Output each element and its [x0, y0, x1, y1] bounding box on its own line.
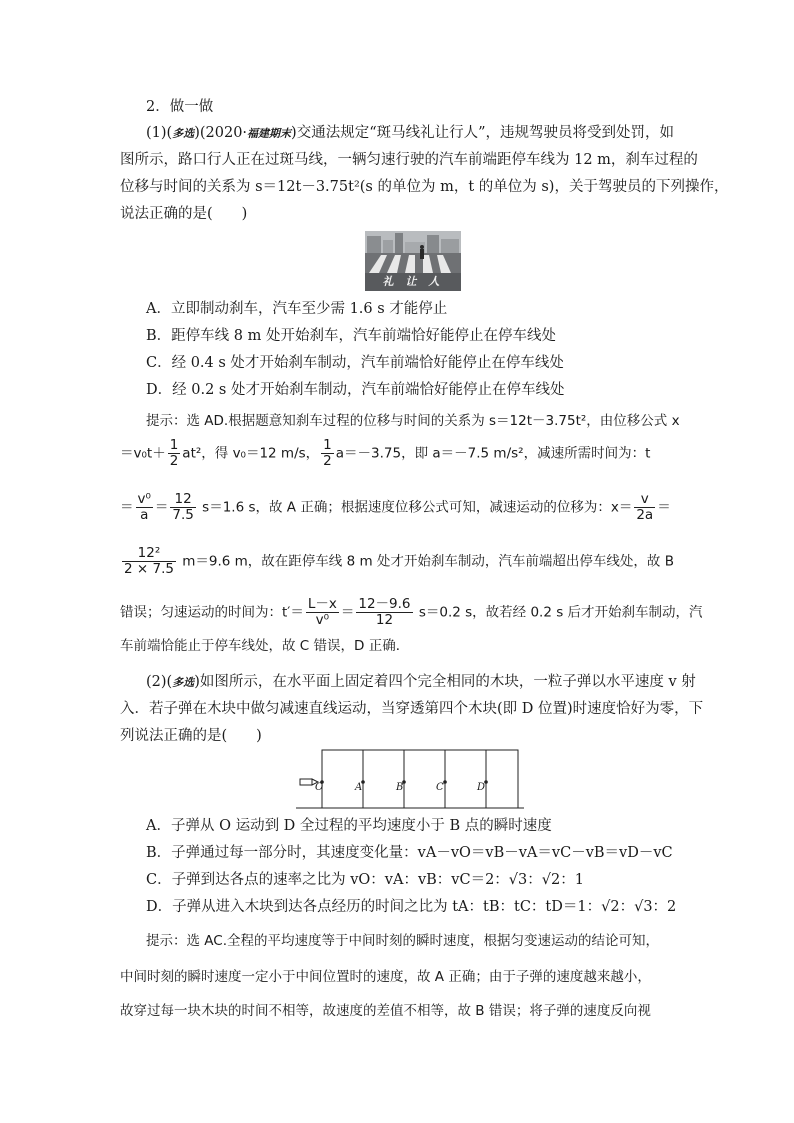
q2-stem-3: 列说法正确的是( ): [120, 728, 262, 744]
frac-den: 12: [375, 612, 394, 628]
q1-hint-line-1: 提示：选 AD.根据题意知刹车过程的位移与时间的关系为 s＝12t－3.75t²，由位移公式 x: [146, 413, 680, 429]
hint-text: ＝: [120, 499, 134, 516]
q1-hint-line-4: [120, 546, 674, 577]
q2-stem-2: 入．若子弹在木块中做匀减速直线运动，当穿透第四个木块(即 D 位置)时速度恰好为零，下: [120, 701, 704, 717]
q2-stem-1: )如图所示，在水平面上固定着四个完全相同的木块，一粒子弹以水平速度 v 射: [194, 674, 696, 690]
frac-den: 2 × 7.5: [124, 561, 174, 577]
hint-text: m＝9.6 m，故在距停车线 8 m 处才开始刹车制动，汽车前端超出停车线处，故 B: [177, 553, 674, 570]
q1-hint-line-6: 车前端恰能止于停车线处，故 C 错误，D 正确．: [120, 638, 410, 654]
q1-stem-3: 位移与时间的关系为 s＝12t－3.75t²(s 的单位为 m，t 的单位为 s)，关于驾驶员的下列操作，: [120, 179, 729, 195]
fraction-v-over-2a: [634, 492, 655, 523]
frac-den: 2: [323, 453, 332, 469]
frac-num: 12: [170, 492, 195, 508]
hint-text: ＝v₀t＋: [120, 445, 166, 462]
q1-option-b: B．距停车线 8 m 处开始刹车，汽车前端恰好能停止在停车线处: [146, 328, 556, 344]
q1-multi-tag: 多选: [172, 127, 195, 140]
fraction-v0-over-a: [136, 492, 153, 523]
q1-option-a: A．立即制动刹车，汽车至少需 1.6 s 才能停止: [146, 301, 448, 317]
q1-option-d: D．经 0.2 s 处才开始刹车制动，汽车前端恰好能停止在停车线处: [146, 382, 565, 398]
q2-hint-line-1: 提示：选 AC.全程的平均速度等于中间时刻的瞬时速度，根据匀变速运动的结论可知，: [146, 933, 660, 949]
q2-option-c: C．子弹到达各点的速率之比为 vO：vA：vB：vC＝2：√3：√2：1: [146, 872, 584, 888]
hint-text: a＝－3.75，即 a＝－7.5 m/s²，减速所需时间为：t: [335, 445, 651, 462]
frac-num: 1: [169, 437, 179, 453]
label-O: O: [315, 782, 324, 793]
hint-text: 错误；匀速运动的时间为：t′＝: [120, 604, 304, 621]
frac-den: 2: [169, 453, 179, 469]
hint-text: s＝0.2 s，故若经 0.2 s 后才开始刹车制动，汽: [414, 604, 703, 621]
q1-option-c: C．经 0.4 s 处才开始刹车制动，汽车前端恰好能停止在停车线处: [146, 355, 564, 371]
frac-den: v⁰: [315, 612, 330, 628]
q2-hint-line-3: 故穿过每一块木块的时间不相等，故速度的差值不相等，故 B 错误；将子弹的速度反向视: [120, 1003, 651, 1019]
fraction-half-2: [321, 438, 334, 469]
q1-stem-2: 图所示，路口行人正在过斑马线，一辆匀速行驶的汽车前端距停车线为 12 m，刹车过程的: [120, 152, 698, 168]
label-C: C: [436, 782, 444, 793]
fraction-12sq-over-2x7-5: [122, 546, 176, 577]
frac-num: 1: [323, 437, 332, 453]
q1-source-tag: 福建期末: [247, 127, 292, 140]
wood-blocks-figure: [292, 748, 528, 812]
q1-stem-1: )交通法规定“斑马线礼让行人”，违规驾驶员将受到处罚，如: [291, 125, 675, 141]
q2-multi-tag: 多选: [172, 676, 195, 689]
q2-option-a: A．子弹从 O 运动到 D 全过程的平均速度小于 B 点的瞬时速度: [146, 818, 552, 834]
q1-hint-line-5: [120, 597, 703, 628]
q1-stem-4: 说法正确的是( ): [120, 206, 248, 222]
q1-hint-line-2: [120, 438, 650, 469]
q1-number: (1)(: [146, 125, 173, 141]
frac-num: v⁰: [137, 491, 151, 507]
frac-num: 12－9.6: [358, 596, 411, 612]
fraction-12-over-7-5: [170, 492, 195, 523]
q1-source: )(2020·: [194, 125, 248, 141]
fraction-half: [168, 438, 181, 469]
hint-text: ＝: [154, 499, 169, 516]
frac-den: 7.5: [172, 507, 194, 523]
q1-line-1: [146, 123, 674, 144]
frac-num: L－x: [307, 596, 337, 612]
frac-num: 12²: [122, 546, 176, 562]
hint-text: ＝: [657, 499, 671, 516]
zebra-crossing-photo: [365, 231, 461, 291]
q2-hint-line-2: 中间时刻的瞬时速度一定小于中间位置时的速度，故 A 正确；由于子弹的速度越来越小，: [120, 969, 651, 985]
hint-text: at²，得 v₀＝12 m/s，: [182, 445, 320, 462]
photo-road-text: 礼 让 人: [382, 275, 444, 288]
frac-num: v: [634, 492, 655, 508]
label-B: B: [396, 782, 404, 793]
hint-text: s＝1.6 s，故 A 正确；根据速度位移公式可知，减速运动的位移为：x＝: [197, 499, 633, 516]
fraction-12-minus-9-6-over-12: [356, 597, 412, 628]
label-A: A: [355, 782, 363, 793]
section-heading: 2．做一做: [146, 99, 214, 115]
q2-option-d: D．子弹从进入木块到达各点经历的时间之比为 tA：tB：tC：tD＝1：√2：√3：2: [146, 899, 677, 915]
q2-line-1: [146, 672, 696, 693]
fraction-L-minus-x-over-v0: [306, 597, 339, 628]
q1-hint-line-3: [120, 492, 671, 523]
frac-den: 2a: [636, 507, 654, 523]
q2-option-b: B．子弹通过每一部分时，其速度变化量：vA－vO＝vB－vA＝vC－vB＝vD－vC: [146, 845, 673, 861]
q2-number: (2)(: [146, 674, 173, 690]
label-D: D: [477, 782, 486, 793]
frac-den: a: [140, 507, 149, 523]
hint-text: ＝: [340, 604, 355, 621]
